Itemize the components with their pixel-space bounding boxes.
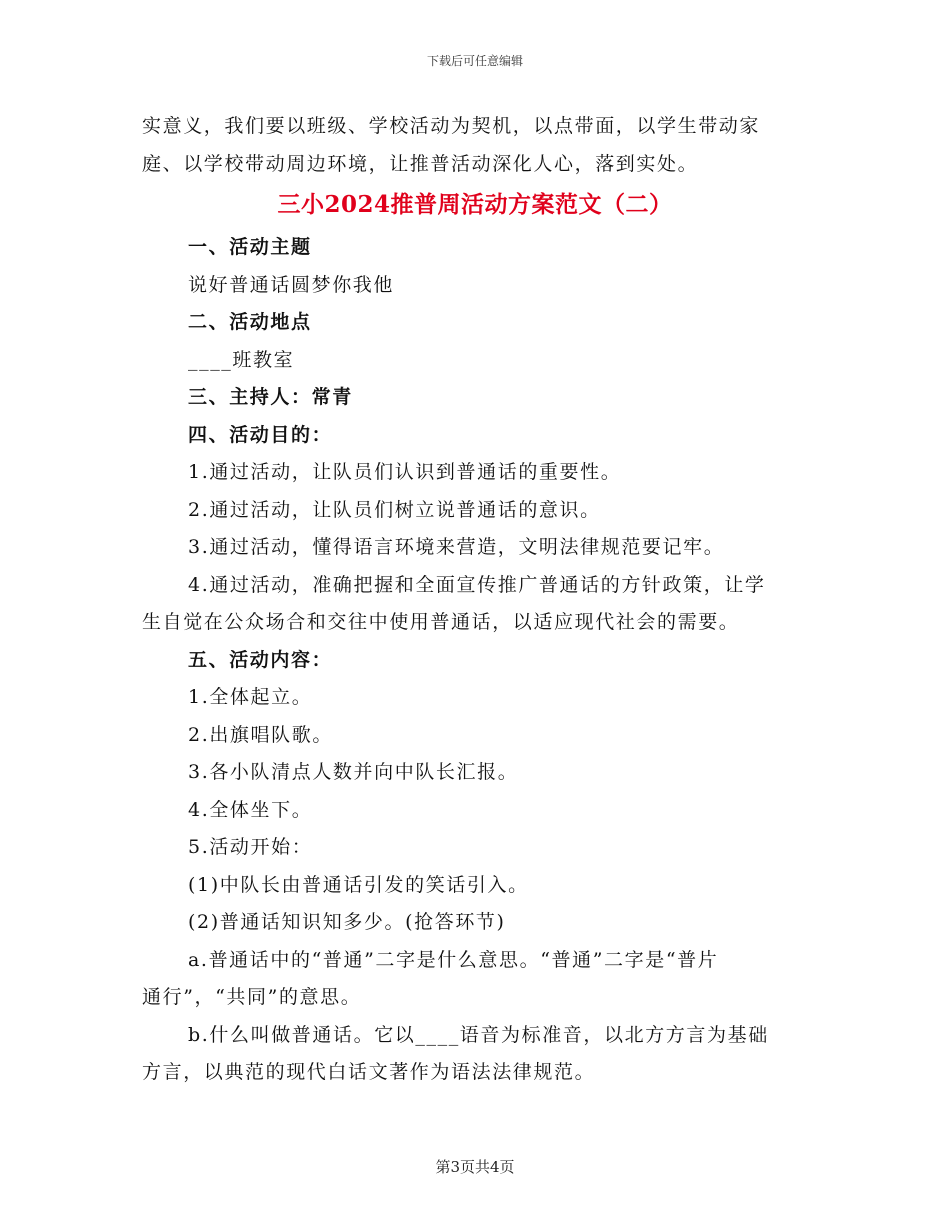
intro-line-1: 实意义，我们要以班级、学校活动为契机，以点带面，以学生带动家 [142, 115, 761, 137]
goal-item-3: 3.通过活动，懂得语言环境来营造，文明法律规范要记牢。 [188, 536, 725, 558]
qa-b-line-1: b.什么叫做普通话。它以____语音为标准音，以北方方言为基础 [188, 1023, 769, 1046]
section-2-heading: 二、活动地点 [188, 311, 312, 333]
goal-item-4-line-2: 生自觉在公众场合和交往中使用普通话，以适应现代社会的需要。 [142, 611, 740, 633]
goal-item-1: 1.通过活动，让队员们认识到普通话的重要性。 [188, 461, 622, 483]
content-item-5: 5.活动开始： [188, 836, 313, 858]
page-footer: 第3页共4页 [435, 1158, 515, 1176]
qa-a-line-2: 通行”，“共同”的意思。 [142, 986, 362, 1008]
section-1-heading: 一、活动主题 [188, 236, 312, 258]
content-item-1: 1.全体起立。 [188, 686, 313, 708]
content-item-4: 4.全体坐下。 [188, 798, 313, 821]
document-title: 三小2024推普周活动方案范文（二） [277, 191, 673, 218]
goal-item-4-line-1: 4.通过活动，准确把握和全面宣传推广普通话的方针政策，让学 [188, 573, 766, 596]
section-4-heading: 四、活动目的： [188, 423, 333, 446]
qa-b-line-2: 方言，以典范的现代白话文著作为语法法律规范。 [142, 1061, 596, 1083]
section-5-heading: 五、活动内容： [188, 648, 333, 671]
content-item-2: 2.出旗唱队歌。 [188, 723, 333, 746]
content-item-3: 3.各小队清点人数并向中队长汇报。 [188, 761, 519, 783]
intro-line-2: 庭、以学校带动周边环境，让推普活动深化人心，落到实处。 [142, 152, 699, 175]
document-body [142, 108, 808, 1092]
qa-a-line-1: a.普通话中的“普通”二字是什么意思。“普通”二字是“普片 [188, 948, 719, 971]
section-2-body: ____班教室 [188, 348, 295, 371]
section-1-body: 说好普通话圆梦你我他 [188, 273, 395, 296]
page-header: 下载后可任意编辑 [426, 54, 523, 68]
sub-item-2: (2)普通话知识知多少。(抢答环节) [188, 911, 506, 933]
sub-item-1: (1)中队长由普通话引发的笑话引入。 [188, 873, 529, 896]
section-3-heading: 三、主持人：常青 [188, 386, 353, 408]
goal-item-2: 2.通过活动，让队员们树立说普通话的意识。 [188, 498, 601, 521]
